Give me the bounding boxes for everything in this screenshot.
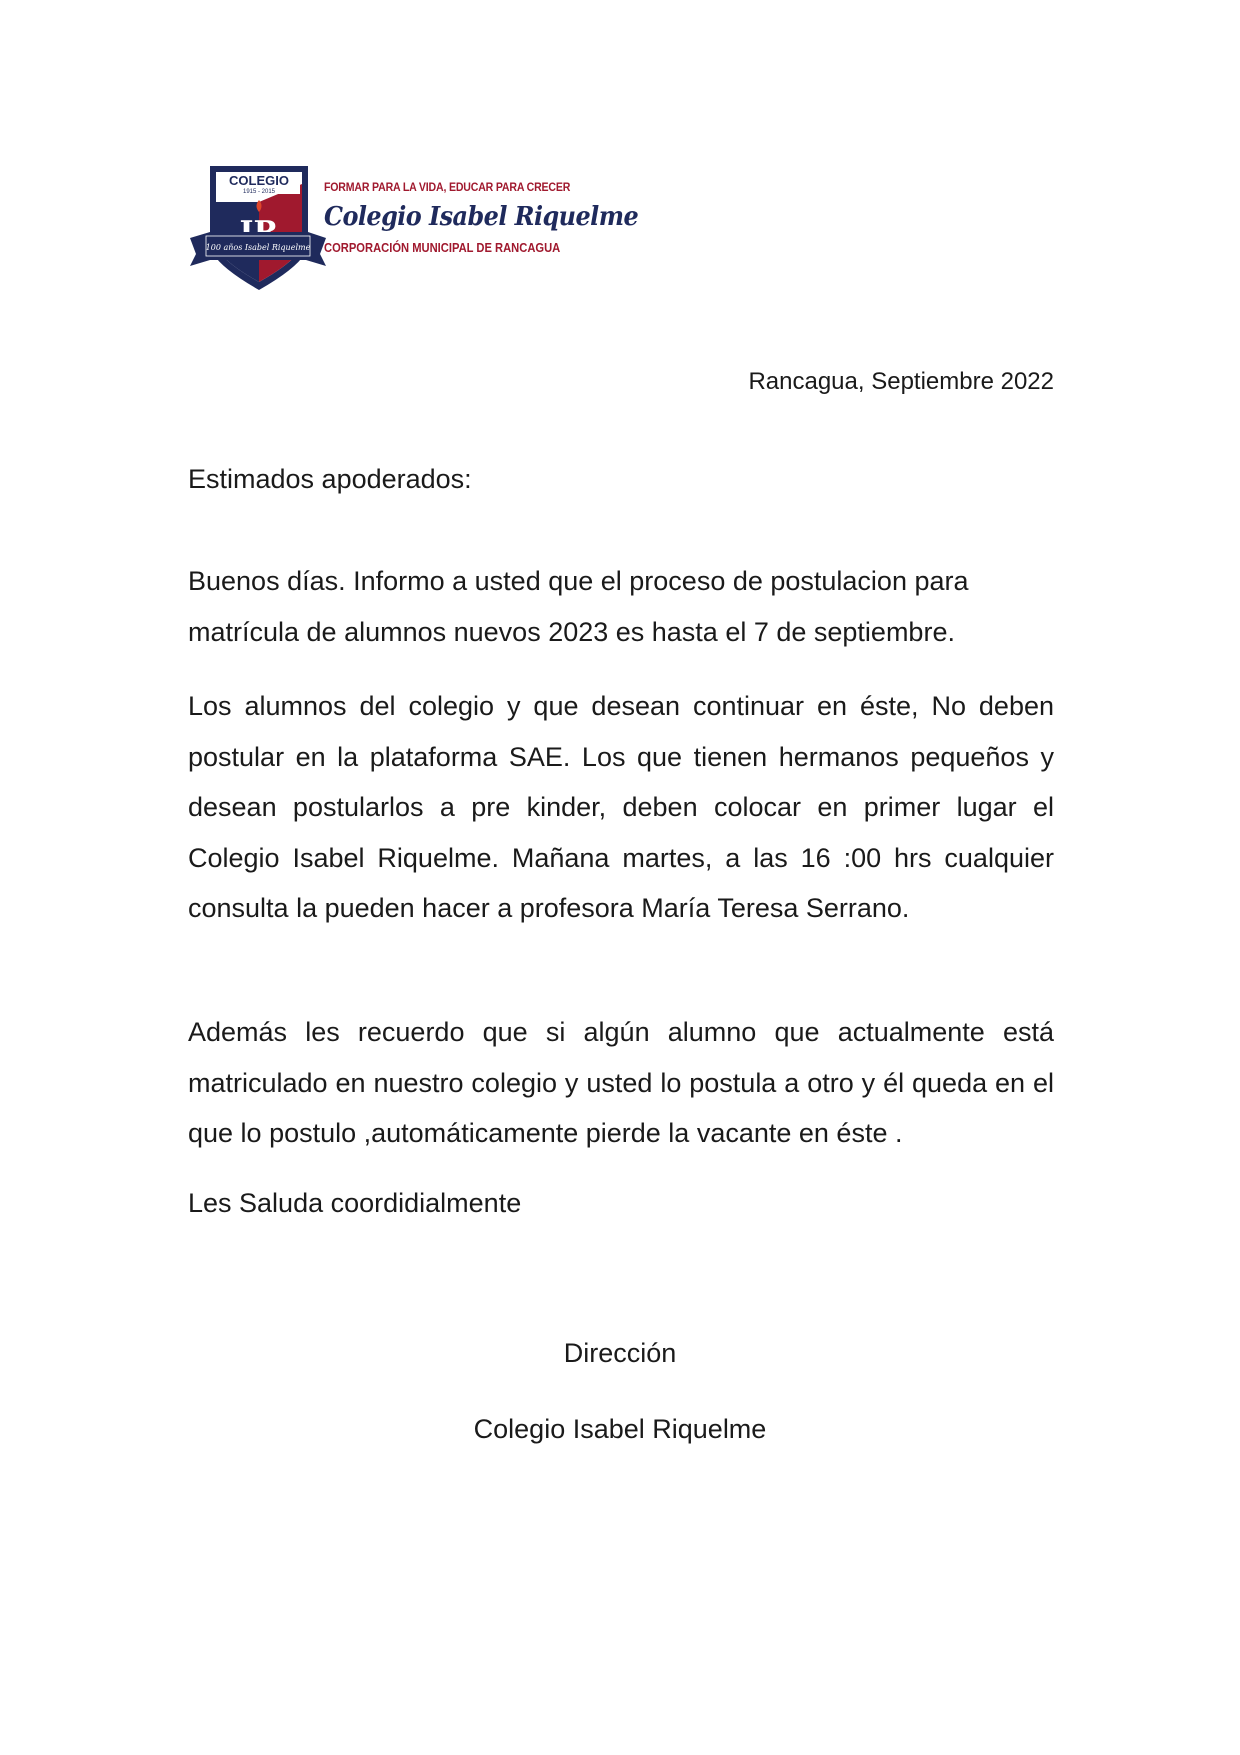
letter-date: Rancagua, Septiembre 2022 [748, 368, 1054, 395]
svg-text:COLEGIO: COLEGIO [229, 173, 289, 188]
letterhead [188, 162, 639, 294]
svg-text:1915 - 2015: 1915 - 2015 [242, 189, 276, 195]
school-crest-logo [188, 162, 328, 294]
paragraph-3: Además les recuerdo que si algún alumno que actualmente está matriculado en nuestro colegio y usted lo postula a otro y él queda en el que lo postulo ,automáticamente pierde la vacante en éste . [188, 1017, 1054, 1148]
school-motto: FORMAR PARA LA VIDA, EDUCAR PARA CRECER [324, 180, 571, 194]
signature-school: Colegio Isabel Riquelme [473, 1414, 767, 1444]
signature-department: Dirección [563, 1338, 677, 1368]
paragraph-1: Buenos días. Informo a usted que el proceso de postulacion para matrícula de alumnos nuevos 2023 es hasta el 7 de septiembre. [188, 566, 969, 647]
school-name: Colegio Isabel Riquelme [324, 202, 639, 232]
letterhead-text [324, 180, 639, 255]
svg-text:100 años Isabel Riquelme: 100 años Isabel Riquelme [205, 243, 311, 252]
paragraph-2: Los alumnos del colegio y que desean continuar en éste, No deben postular en la plataforma SAE. Los que tienen hermanos pequeños y desean postularlos a pre kinder, deben colocar en primer lugar el Colegio Isabel Riquelme. Mañana martes, a las 16 :00 hrs cualquier consulta la pueden hacer a profesora María Teresa Serrano. [188, 691, 1054, 923]
letter-greeting: Estimados apoderados: [188, 464, 472, 494]
letter-closing: Les Saluda coordidialmente [188, 1188, 522, 1218]
corporation-name: CORPORACIÓN MUNICIPAL DE RANCAGUA [324, 240, 561, 255]
